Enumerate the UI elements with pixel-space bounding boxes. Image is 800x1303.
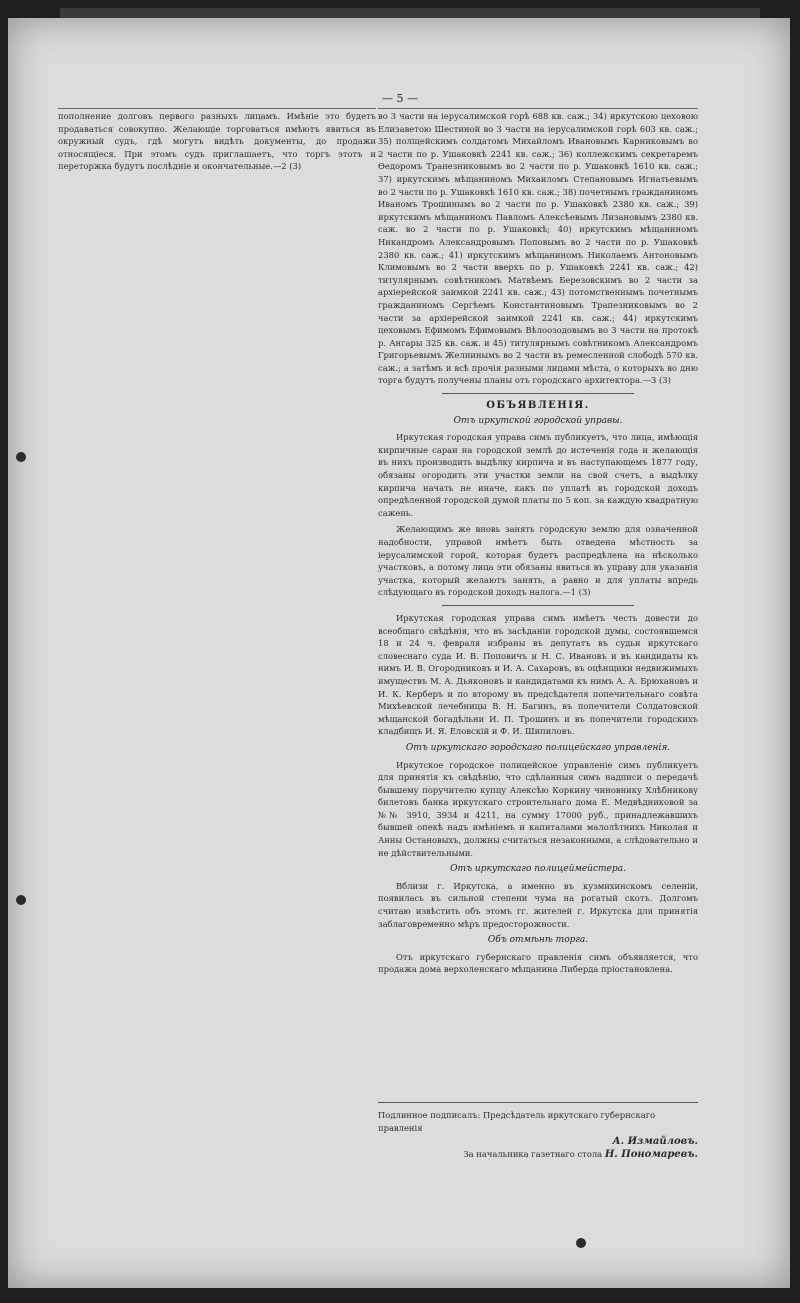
footer-rule [378,1102,698,1103]
announcement-city-board-3: Иркутская городская управа симъ имѣетъ честь довести до всеобщаго свѣдѣнія, что въ засѣданіи городской думы, состоявшемся 18 и 24 ч. февраля избраны въ депутатъ въ судьи иркутскаго словеснаго суда И. В. Поповичъ и Н. С. Ивановъ и въ кандидаты къ нимъ И. В. Огородниковъ и И. А. Сахаровъ, въ оцѣнщики недвижимыхъ имуществъ М. А. Дьяконовъ и кандидатами къ нимъ А. А. Брюхановъ и И. К. Керберъ и по второму въ предсѣдателя попечительнаго совѣта Михѣевской лечебницы В. Н. Багинъ, въ попечители Солдатовской мѣщанской богадѣльни И. П. Трошинъ и въ попечители городскихъ кладбищъ И. Я. Еловскій и Ф. И. Шипиловъ. [378,612,698,737]
binding-hole [16,895,26,905]
header-rule-right [378,108,698,109]
announcement-police: Иркутское городское полицейское управленіе симъ публикуетъ для принятія къ свѣдѣнію, что сдѣланныя симъ надписи о передачѣ бывшему поручителю купцу Алексѣю Коркину чиновнику Хлѣбникову билетовъ банка иркутскаго строительнаго дома Е. Медвѣдниковой за №№ 3910, 3934 и 4211, на сумму 17000 руб., принадлежавшихъ бывшей опекѣ надъ имѣніемъ и капиталами малолѣтнихъ Николая и Анны Остановыхъ, должны считаться незаконными, а слѣдовательно и не дѣйствительными. [378,759,698,858]
subtitle-police-chief: Отъ иркутскаго полицеймейстера. [450,864,626,875]
binding-hole [16,452,26,462]
subtitle-city-board: Отъ иркутской городской управы. [453,415,623,426]
divider-rule [442,605,634,606]
section-rule [442,393,634,394]
right-continuation: во 3 части на іерусалимской горѣ 688 кв. саж.; 34) иркутскою цеховою Елизаветою Шестиной во 3 части на іерусалимской горѣ 603 кв. саж.; 35) поліцейскимъ солдатомъ Михайломъ Ивановымъ Карниковымъ во 2 части по р. Ушаковкѣ 2241 кв. саж.; 36) коллежскимъ секретаремъ Ѳедоромъ Транезниковымъ во 2 части по р. Ушаковкѣ 1610 кв. саж.; 37) иркутскимъ мѣщаниномъ Михаиломъ Степановымъ Игнатьевымъ во 2 части по р. Ушаковкѣ 1610 кв. саж.; 38) почетнымъ гражданиномъ Иваномъ Трошинымъ во 2 части по р. Ушаковкѣ 2380 кв. саж.; 39) иркутскимъ мѣщаниномъ Павломъ Алексѣевымъ Лизановымъ 2380 кв. саж. во 2 части по р. Ушаковкѣ; 40) иркутскимъ мѣщаниномъ Никандромъ Александровымъ Поповымъ во 2 части по р. Ушаковкѣ 2380 кв. саж.; 41) иркутскимъ мѣщаниномъ Николаемъ Антоновымъ Климовымъ во 2 части вверхъ по р. Ушаковкѣ 2241 кв. саж.; 42) титулярнымъ совѣтникомъ Матвѣемъ Березовскимъ во 2 части за архіерейской заимкой 2241 кв. саж.; 43) потомственнымъ почетнымъ гражданиномъ Сергѣемъ Константиновымъ Трапезниковымъ во 2 части за архіерейской заимкой 2241 кв. саж.; 44) иркутскимъ цеховымъ Ефимомъ Ефимовымъ Вѣлоозодовымъ во 3 части на протокѣ р. Ангары 325 кв. саж. и 45) титулярнымъ совѣтникомъ Александромъ Григорьевымъ Желнинымъ во 2 части въ ремесленной слободѣ 570 кв. саж.; а затѣмъ и всѣ прочія разными лицами мѣста, о которыхъ во дню торга будутъ получены планы отъ городскаго архитектора.—3 (3) [378,111,698,386]
subtitle-police-administration: Отъ иркутскаго городскаго полицейскаго управленія. [405,742,671,753]
signed-line: Подлинное подписалъ: Предсѣдатель иркутскаго губернскаго правленія [378,1110,656,1133]
signer-2-line [378,1148,698,1161]
binding-hole [576,1238,586,1248]
announcement-city-board-2: Желающимъ же вновь занять городскую землю для означенной надобности, управой имѣетъ быть отведена мѣстность за іерусалимской горой, которая будетъ распредѣлена на нѣсколько участковъ, а потому лица эти обязаны явиться въ управу для указанія участка, который желаютъ занять, а равно и для уплаты впредь слѣдующаго въ городской доходъ налога.—1 (3) [378,524,698,598]
section-title-announcements: ОБЪЯВЛЕНІЯ. [486,400,590,412]
left-column [58,110,376,177]
announcement-city-board-1: Иркутская городская управа симъ публикуетъ, что лица, имѣющія кирпичные сараи на городской землѣ до истеченія года и желающія въ нихъ производить выдѣлку кирпича и въ наступающемъ 1877 году, обязаны огородить эти участки земли на свой счетъ, а выдѣлку кирпича начать не иначе, какъ по уплатѣ въ городской доходъ опредѣленной городской думой платы по 5 коп. за каждую квадратную сажень. [378,432,698,518]
announcement-cattle-plague: Вблизи г. Иркутска, а именно въ кузмихинскомъ селеніи, появилась въ сильной степени чума на рогатый скотъ. Долгомъ считаю извѣстить объ этомъ гг. жителей г. Иркутска для принятія заблаговременно мѣръ предосторожности. [378,880,698,929]
header-rule-left [58,108,376,109]
signer-1-name: А. Измайловъ. [612,1136,698,1147]
announcement-auction-cancel: Отъ иркутскаго губернскаго правленія симъ объявляется, что продажа дома верхоленскаго мѣщанина Либерда пріостановлена. [378,951,698,975]
left-paragraph-1: пополнение долговъ первого разныхъ лицамъ. Имѣніе это будетъ продаваться совокупно. Желающіе торговаться имѣютъ явиться въ окружный судъ, гдѣ могутъ видѣть документы, до продажи относящіеся. При этомъ судъ приглашаетъ, что торгъ этотъ и переторжка будутъ послѣдніе и окончательные.—2 (3) [58,111,376,172]
signer-2-name: Н. Пономаревъ. [604,1149,698,1160]
right-column [378,110,698,980]
page-number: — 5 — [382,92,418,105]
subtitle-auction-cancel: Объ отмѣнѣ торга. [487,935,589,946]
signer-1-line [378,1135,698,1148]
clerk-line: За начальника газетнаго стола [463,1149,603,1159]
signature-block [378,1096,698,1161]
